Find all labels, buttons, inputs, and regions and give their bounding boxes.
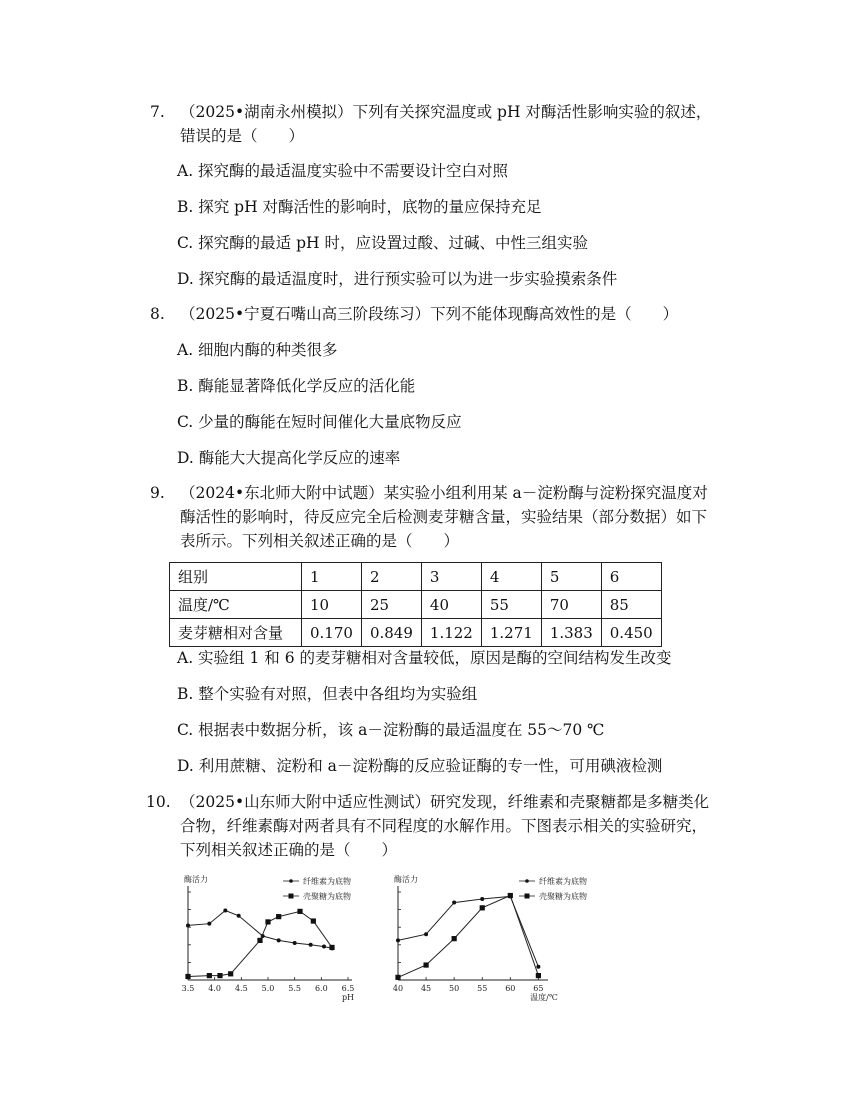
question-number: 7. (150, 103, 165, 121)
table-cell: 10 (302, 591, 362, 619)
data-point-circle (322, 945, 326, 949)
data-point-square (395, 975, 400, 980)
option-b[interactable]: B. 探究 pH 对酶活性的影响时，底物的量应保持充足 (177, 198, 542, 216)
data-point-square (508, 893, 513, 898)
data-point-circle (277, 938, 281, 942)
question-10 (146, 790, 720, 862)
table-cell: 1.383 (541, 619, 601, 647)
legend-label: 纤维素为底物 (303, 877, 351, 886)
x-tick-label: 50 (449, 984, 460, 993)
question-stem: （2025•宁夏石嘴山高三阶段练习）下列不能体现酶高效性的是（ ） (180, 305, 679, 323)
option-d[interactable]: D. 酶能大大提高化学反应的速率 (177, 449, 401, 467)
data-point-circle (223, 908, 227, 912)
table-cell: 2 (361, 563, 421, 591)
option-d[interactable]: D. 利用蔗糖、淀粉和 a－淀粉酶的反应验证酶的专一性，可用碘液检测 (177, 757, 663, 775)
y-axis-label: 酶活力 (394, 875, 418, 884)
data-point-square (423, 962, 428, 967)
data-point-square (217, 973, 222, 978)
x-tick-label: 4.5 (234, 984, 248, 993)
option-a[interactable]: A. 细胞内酶的种类很多 (177, 341, 338, 359)
data-point-circle (480, 897, 484, 901)
ph-activity-chart (178, 870, 368, 1005)
table-cell: 40 (421, 591, 481, 619)
option-b[interactable]: B. 酶能显著降低化学反应的活化能 (177, 377, 416, 395)
data-point-square (536, 973, 541, 978)
table-cell: 1.122 (421, 619, 481, 647)
option-c[interactable]: C. 少量的酶能在短时间催化大量底物反应 (177, 413, 462, 431)
legend-marker-square (289, 894, 294, 899)
option-a[interactable]: A. 实验组 1 和 6 的麦芽糖相对含量较低，原因是酶的空间结构发生改变 (177, 649, 672, 667)
data-point-square (480, 905, 485, 910)
x-axis-label: pH (341, 993, 355, 1002)
option-c[interactable]: C. 探究酶的最适 pH 时，应设置过酸、过碱、中性三组实验 (177, 234, 588, 252)
table-cell: 1 (302, 563, 362, 591)
legend-label: 壳聚糖为底物 (539, 892, 587, 901)
x-tick-label: 60 (505, 984, 516, 993)
question-number: 10. (146, 793, 171, 811)
legend-label: 壳聚糖为底物 (303, 892, 351, 901)
series-line (398, 896, 538, 978)
data-point-circle (207, 922, 211, 926)
question-stem: （2025•湖南永州模拟）下列有关探究温度或 pH 对酶活性影响实验的叙述，错误的是（ ） (180, 103, 712, 145)
legend-label: 纤维素为底物 (539, 877, 587, 886)
table-row (170, 563, 662, 591)
data-point-square (452, 936, 457, 941)
table-row (170, 619, 662, 647)
x-tick-label: 6.0 (314, 984, 328, 993)
data-table (169, 562, 662, 647)
data-point-square (207, 973, 212, 978)
data-point-square (329, 945, 334, 950)
table-cell: 70 (541, 591, 601, 619)
data-point-square (276, 914, 281, 919)
data-point-circle (536, 965, 540, 969)
data-point-square (228, 971, 233, 976)
table-cell: 25 (361, 591, 421, 619)
option-a[interactable]: A. 探究酶的最适温度实验中不需要设计空白对照 (177, 162, 509, 180)
table-cell: 4 (481, 563, 541, 591)
table-cell: 6 (601, 563, 661, 591)
legend-marker-circle (525, 879, 529, 883)
x-tick-label: 5.0 (261, 984, 275, 993)
question-stem: （2024•东北师大附中试题）某实验小组利用某 a－淀粉酶与淀粉探究温度对酶活性的影响时，待反应完全后检测麦芽糖含量，实验结果（部分数据）如下表所示。下列相关叙述正确的是（ ） (180, 484, 708, 550)
question-7 (150, 100, 720, 148)
x-tick-label: 55 (477, 984, 488, 993)
table-cell: 温度/℃ (170, 591, 302, 619)
question-stem: （2025•山东师大附中适应性测试）研究发现，纤维素和壳聚糖都是多糖类化合物，纤维素酶对两者具有不同程度的水解作用。下图表示相关的实验研究，下列相关叙述正确的是（ ） (180, 793, 710, 859)
x-tick-label: 65 (533, 984, 544, 993)
table-cell: 0.450 (601, 619, 661, 647)
table-cell: 85 (601, 591, 661, 619)
x-tick-label: 6.5 (341, 984, 355, 993)
data-point-square (185, 974, 190, 979)
data-point-square (257, 938, 262, 943)
table-cell: 0.849 (361, 619, 421, 647)
data-point-circle (309, 943, 313, 947)
table-cell: 1.271 (481, 619, 541, 647)
option-d[interactable]: D. 探究酶的最适温度时，进行预实验可以为进一步实验摸索条件 (177, 270, 618, 288)
table-cell: 0.170 (302, 619, 362, 647)
question-number: 8. (150, 305, 165, 323)
table-row (170, 591, 662, 619)
temperature-activity-chart (386, 870, 656, 1005)
option-b[interactable]: B. 整个实验有对照，但表中各组均为实验组 (177, 685, 478, 703)
table-cell: 组别 (170, 563, 302, 591)
data-point-square (297, 909, 302, 914)
data-point-circle (452, 901, 456, 905)
question-number: 9. (150, 484, 165, 502)
x-tick-label: 4.0 (208, 984, 222, 993)
y-axis-label: 酶活力 (184, 875, 208, 884)
data-point-square (311, 918, 316, 923)
data-point-circle (396, 938, 400, 942)
x-axis-label: 温度/℃ (530, 993, 558, 1002)
data-point-circle (237, 914, 241, 918)
table-cell: 55 (481, 591, 541, 619)
question-8 (150, 302, 720, 326)
data-point-square (265, 919, 270, 924)
data-point-circle (293, 941, 297, 945)
x-tick-label: 45 (420, 984, 432, 993)
table-cell: 3 (421, 563, 481, 591)
question-9 (150, 481, 720, 553)
data-point-circle (186, 923, 190, 927)
table-cell: 麦芽糖相对含量 (170, 619, 302, 647)
data-point-circle (424, 932, 428, 936)
option-c[interactable]: C. 根据表中数据分析，该 a－淀粉酶的最适温度在 55～70 ℃ (177, 721, 605, 739)
x-tick-label: 5.5 (288, 984, 302, 993)
legend-marker-square (525, 894, 530, 899)
x-tick-label: 3.5 (181, 984, 195, 993)
series-line (398, 896, 538, 966)
table-cell: 5 (541, 563, 601, 591)
x-tick-label: 40 (392, 984, 404, 993)
legend-marker-circle (289, 879, 293, 883)
